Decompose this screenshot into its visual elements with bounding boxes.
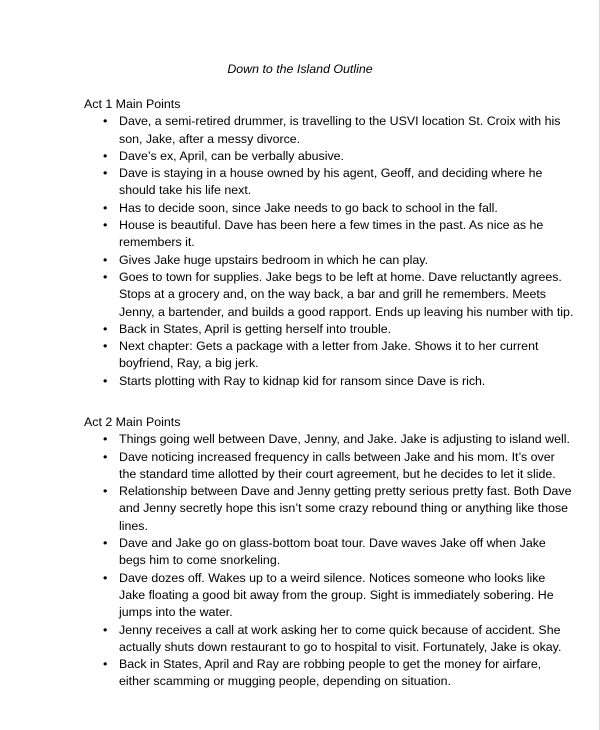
bullet-icon: • [103,536,108,551]
list-item-text: Dave is staying in a house owned by his agent, Geoff, and deciding where he should take his life next. [119,166,543,198]
list-item [84,269,574,321]
list-item-text: Dave dozes off. Wakes up to a weird silence. Notices someone who looks like Jake floating a good bit away from the group. Sight is immediately sobering. He jumps into the water. [119,570,554,620]
act2-section [84,414,574,691]
list-item [84,373,574,390]
list-item [84,570,574,622]
list-item [84,165,574,200]
list-item-text: Dave’s ex, April, can be verbally abusive. [119,148,344,163]
bullet-icon: • [103,218,108,233]
list-item [84,449,574,484]
document-title: Down to the Island Outline [227,62,373,76]
bullet-icon: • [103,449,108,464]
list-item [84,535,574,570]
list-item-text: Dave, a semi-retired drummer, is travelling to the USVI location St. Croix with his son, Jake, after a messy divorce. [119,114,561,146]
list-item-text: Dave noticing increased frequency in calls between Jake and his mom. It’s over the standard time allotted by their court agreement, but he decides to let it slide. [119,449,556,481]
list-item-text: Goes to town for supplies. Jake begs to be left at home. Dave reluctantly agrees. Stops at a grocery and, on the way back, a bar and grill he remembers. Meets Jenny, a bartender, and builds a good rapport. Ends up leaving his number with tip. [119,269,574,319]
act1-section [84,96,574,390]
bullet-icon: • [103,570,108,585]
list-item-text: House is beautiful. Dave has been here a few times in the past. As nice as he remembers it. [119,218,544,250]
bullet-icon: • [103,373,108,388]
list-item-text: Gives Jake huge upstairs bedroom in which he can play. [119,252,429,267]
act1-bullet-list [84,113,574,390]
list-item-text: Jenny receives a call at work asking her to come quick because of accident. She actually shuts down restaurant to go to hospital to visit. Fortunately, Jake is okay. [119,622,562,654]
bullet-icon: • [103,269,108,284]
list-item-text: Dave and Jake go on glass-bottom boat tour. Dave waves Jake off when Jake begs him to come snorkeling. [119,536,546,568]
list-item-text: Has to decide soon, since Jake needs to go back to school in the fall. [119,200,498,215]
list-item-text: Back in States, April is getting herself into trouble. [119,321,392,336]
list-item [84,431,574,448]
list-item-text: Back in States, April and Ray are robbing people to get the money for airfare, either scamming or mugging people, depending on situation. [119,657,542,689]
bullet-icon: • [103,166,108,181]
list-item-text: Relationship between Dave and Jenny getting pretty serious pretty fast. Both Dave and Jenny secretly hope this isn’t some crazy rebound thing or anything like those lines. [119,484,572,533]
bullet-icon: • [103,200,108,215]
list-item-text: Next chapter: Gets a package with a letter from Jake. Shows it to her current boyfriend, Ray, a big jerk. [119,339,539,371]
list-item [84,656,574,691]
list-item [84,252,574,269]
bullet-icon: • [103,114,108,129]
list-item [84,148,574,165]
bullet-icon: • [103,657,108,672]
bullet-icon: • [103,432,108,447]
list-item [84,217,574,252]
bullet-icon: • [103,252,108,267]
bullet-icon: • [103,339,108,354]
list-item [84,483,574,535]
list-item [84,200,574,217]
list-item-text: Starts plotting with Ray to kidnap kid for ransom since Dave is rich. [119,373,486,388]
list-item-text: Things going well between Dave, Jenny, and Jake. Jake is adjusting to island well. [119,432,570,447]
act2-bullet-list [84,431,574,690]
bullet-icon: • [103,148,108,163]
list-item [84,321,574,338]
list-item [84,622,574,657]
act1-heading: Act 1 Main Points [84,97,181,111]
act2-heading: Act 2 Main Points [84,415,181,429]
list-item [84,338,574,373]
bullet-icon: • [103,321,108,336]
bullet-icon: • [103,622,108,637]
bullet-icon: • [103,484,108,499]
list-item [84,113,574,148]
